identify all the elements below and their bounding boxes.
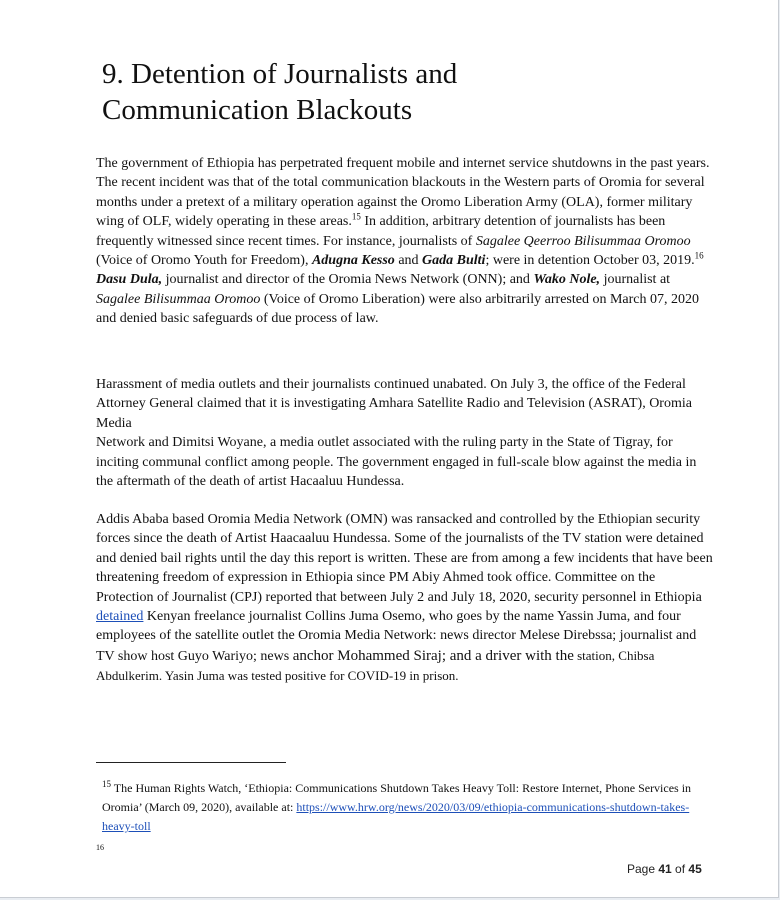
footnote-number-15: 15 — [102, 779, 111, 789]
p1-text-c: (Voice of Oromo Youth for Freedom), — [96, 253, 312, 269]
page-total: 45 — [688, 862, 702, 876]
p1-text-e: journalist and director of the Oromia News Network (ONN); and — [162, 272, 534, 288]
journalist-name-2: Gada Bulti — [422, 253, 486, 269]
p3-text-b: Kenyan freelance journalist Collins Juma Osemo, who goes by the name Yassin Juma, and four employees of the satellite outlet the Oromia Media Network: news director Melese Direbssa; journalist and TV show host Guyo Wariyo; news — [96, 609, 697, 664]
p3-text-d: station, Chibsa Abdulkerim. Yasin Juma was tested positive for COVID-19 in prison. — [96, 647, 655, 684]
p1-text-a: The government of Ethiopia has perpetrated frequent mobile and internet service shutdowns in the past years. The recent incident was that of the total communication blackouts in the Western parts of Oromia for several months under a pretext of a military operation against the Oromo Liberation Army (OLA), former military wing of OLF, widely operating in these areas. — [96, 156, 710, 230]
p1-text-b: In addition, arbitrary detention of journalists has been frequently witnessed since recent times. For instance, journalists of — [96, 214, 666, 249]
footnote-number-16: 16 — [96, 843, 104, 852]
footnote-15 — [102, 779, 702, 836]
page-title — [102, 56, 457, 128]
journalist-name-3: Dasu Dula, — [96, 272, 163, 288]
hrw-link[interactable]: https://www.hrw.org/news/2020/03/09/ethiopia-communications-shutdown-takes-heavy-toll — [102, 800, 690, 833]
paragraph-omn-detentions — [96, 510, 714, 687]
p1-text-f: journalist at — [600, 272, 671, 288]
footnote-ref-15[interactable]: 15 — [351, 211, 361, 222]
page-number — [627, 862, 702, 876]
p1-text-d: ; were in detention October 03, 2019. — [485, 253, 695, 269]
page-of: of — [671, 862, 689, 876]
outlet-name-1: Sagalee Qeerroo Bilisummaa Oromoo — [475, 233, 691, 249]
p2-text-a: Harassment of media outlets and their journalists continued unabated. On July 3, the office of the Federal Attorney General claimed that it is investigating Amhara Satellite Radio and Television (ASRAT), Oromia Media — [96, 377, 692, 431]
outlet-name-2: Sagalee Bilisummaa Oromoo — [96, 291, 261, 307]
detained-link[interactable]: detained — [96, 609, 144, 625]
p1-and: and — [394, 253, 423, 269]
p3-text-c: anchor Mohammed Siraj; and a driver with the — [292, 647, 574, 664]
title-line-1: 9. Detention of Journalists and — [102, 58, 458, 90]
journalist-name-1: Adugna Kesso — [311, 253, 395, 269]
page-current: 41 — [658, 862, 672, 876]
p3-text-a: Addis Ababa based Oromia Media Network (OMN) was ransacked and controlled by the Ethiopian security forces since the death of Artist Haacaaluu Hundessa. Some of the journalists of the TV station were detained and denied bail rights until the day this report is written. These are from among a few incidents that have been threatening freedom of expression in Ethiopia since PM Abiy Ahmed took office. Committee on the Protection of Journalist (CPJ) reported that between July 2 and July 18, 2020, security personnel in Ethiopia — [96, 512, 713, 605]
footnote-ref-16[interactable]: 16 — [694, 250, 704, 261]
footnote-15-text: The Human Rights Watch, ‘Ethiopia: Communications Shutdown Takes Heavy Toll: Restore Internet, Phone Services in Oromia’ (March 09, 2020), available at: — [102, 781, 692, 814]
journalist-name-4: Wako Nole, — [533, 272, 601, 288]
paragraph-media-harassment — [96, 375, 714, 491]
title-line-2: Communication Blackouts — [102, 94, 413, 126]
page-prefix: Page — [627, 862, 659, 876]
p1-text-g: (Voice of Oromo Liberation) were also arbitrarily arrested on March 07, 2020 and denied basic safeguards of due process of law. — [96, 291, 700, 327]
p2-text-b: Network and Dimitsi Woyane, a media outlet associated with the ruling party in the State of Tigray, for inciting communal conflict among people. The government engaged in full-scale blow against the media in the aftermath of the death of artist Hacaaluu Hundessa. — [96, 435, 697, 490]
footnote-divider — [96, 762, 286, 763]
paragraph-communication-blackouts — [96, 154, 714, 329]
